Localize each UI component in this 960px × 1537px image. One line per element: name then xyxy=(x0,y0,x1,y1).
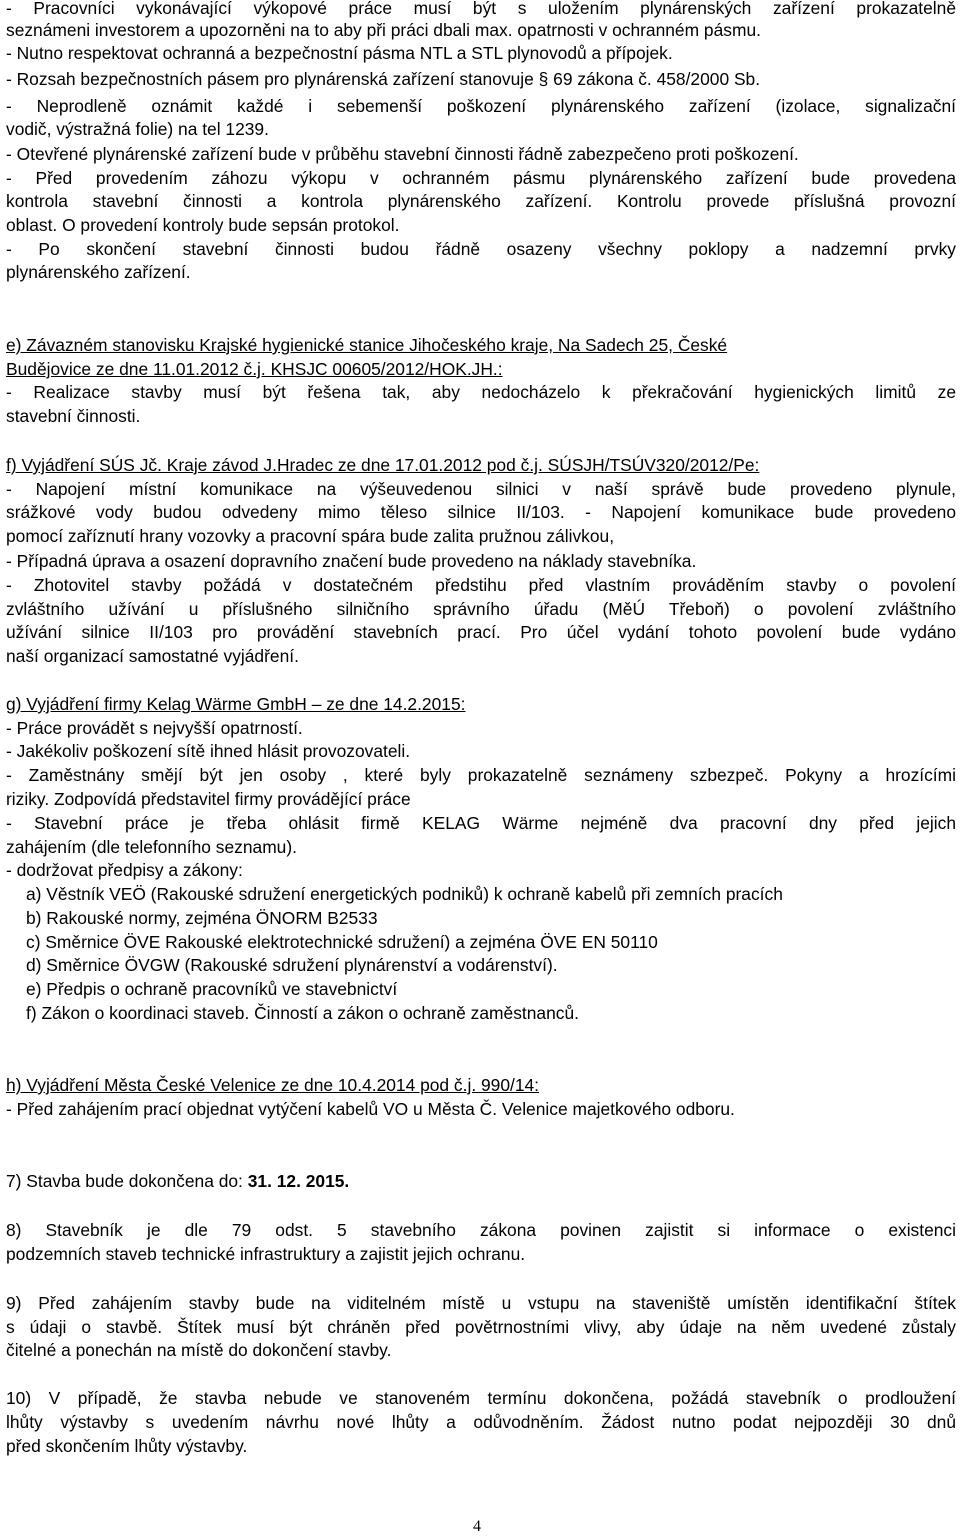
completion-date-label: 7) Stavba bude dokončena do: xyxy=(6,1171,248,1191)
list-item: b) Rakouské normy, zejména ÖNORM B2533 xyxy=(26,908,378,928)
paragraph-line: - Zaměstnány smějí být jen osoby , které byly prokazatelně seznámeny szbezpeč. Pokyny a hrozícími xyxy=(6,765,956,785)
paragraph-line: vodič, výstražná folie) na tel 1239. xyxy=(6,119,269,139)
paragraph-line: - Pracovníci vykonávající výkopové práce musí být s uložením plynárenských zařízení prokazatelně xyxy=(6,0,956,18)
paragraph-line: s údaji o stavbě. Štítek musí být chráněn před povětrnostními vlivy, aby údaje na něm uvedené zůstaly xyxy=(6,1317,956,1337)
section-heading: e) Závazném stanovisku Krajské hygienické stanice Jihočeského kraje, Na Sadech 25, České xyxy=(6,335,728,355)
paragraph-line: - Otevřené plynárenské zařízení bude v průběhu stavební činnosti řádně zabezpečeno proti poškození. xyxy=(6,144,799,164)
paragraph-line: zvláštního užívání u příslušného silničního správního úřadu (MěÚ Třeboň) o povolení zvláštního xyxy=(6,599,956,619)
paragraph-line: - Zhotovitel stavby požádá v dostatečném předstihu před vlastním prováděním stavby o povolení xyxy=(6,575,956,595)
paragraph-line: - Rozsah bezpečnostních pásem pro plynárenská zařízení stanovuje § 69 zákona č. 458/2000 Sb. xyxy=(6,69,761,89)
paragraph-line: - Práce provádět s nejvyšší opatrností. xyxy=(6,718,303,738)
page-number: 4 xyxy=(473,1518,481,1535)
list-item: c) Směrnice ÖVE Rakouské elektrotechnické sdružení) a zejména ÖVE EN 50110 xyxy=(26,932,658,952)
completion-date-line xyxy=(6,1173,349,1190)
paragraph-line: - Před provedením záhozu výkopu v ochranném pásmu plynárenského zařízení bude provedena xyxy=(6,168,956,188)
paragraph-line: stavební činnosti. xyxy=(6,406,141,426)
paragraph-line: 9) Před zahájením stavby bude na viditelném místě u vstupu na staveniště umístěn identifikační štítek xyxy=(6,1293,956,1313)
paragraph-line: - Po skončení stavební činnosti budou řádně osazeny všechny poklopy a nadzemní prvky xyxy=(6,239,956,259)
paragraph-line: před skončením lhůty výstavby. xyxy=(6,1436,248,1456)
section-heading: g) Vyjádření firmy Kelag Wärme GmbH – ze dne 14.2.2015: xyxy=(6,694,466,714)
paragraph-line: oblast. O provedení kontroly bude sepsán protokol. xyxy=(6,215,400,235)
paragraph-line: užívání silnice II/103 pro provádění stavebních prací. Pro účel vydání tohoto povolení bude vydáno xyxy=(6,622,956,642)
paragraph-line: - Stavební práce je třeba ohlásit firmě KELAG Wärme nejméně dva pracovní dny před jejich xyxy=(6,813,956,833)
paragraph-line: riziky. Zodpovídá představitel firmy provádějící práce xyxy=(6,789,411,809)
paragraph-line: - Nutno respektovat ochranná a bezpečnostní pásma NTL a STL plynovodů a přípojek. xyxy=(6,43,673,63)
paragraph-line: plynárenského zařízení. xyxy=(6,262,191,282)
paragraph-line: pomocí zaříznutí hrany vozovky a pracovní spára bude zalita pružnou zálivkou, xyxy=(6,526,615,546)
list-item: f) Zákon o koordinaci staveb. Činností a zákon o ochraně zaměstnanců. xyxy=(26,1003,579,1023)
paragraph-line: zahájením (dle telefonního seznamu). xyxy=(6,837,297,857)
paragraph-line: podzemních staveb technické infrastruktury a zajistit jejich ochranu. xyxy=(6,1244,526,1264)
paragraph-line: - Jakékoliv poškození sítě ihned hlásit provozovateli. xyxy=(6,741,411,761)
completion-date-value: 31. 12. 2015. xyxy=(247,1171,350,1191)
paragraph-line: - Napojení místní komunikace na výšeuvedenou silnici v naší správě bude provedeno plynule, xyxy=(6,479,956,499)
paragraph-line: - Případná úprava a osazení dopravního značení bude provedeno na náklady stavebníka. xyxy=(6,551,697,571)
paragraph-line: čitelné a ponechán na místě do dokončení stavby. xyxy=(6,1340,392,1360)
paragraph-line: kontrola stavební činnosti a kontrola plynárenského zařízení. Kontrolu provede příslušná provozní xyxy=(6,191,956,211)
paragraph-line: naší organizací samostatné vyjádření. xyxy=(6,646,299,666)
paragraph-line: srážkové vody budou odvedeny mimo těleso silnice II/103. - Napojení komunikace bude provedeno xyxy=(6,502,956,522)
paragraph-line: - Neprodleně oznámit každé i sebemenší poškození plynárenského zařízení (izolace, signalizační xyxy=(6,96,956,116)
paragraph-line: 10) V případě, že stavba nebude ve stanoveném termínu dokončena, požádá stavebník o prodloužení xyxy=(6,1388,956,1408)
paragraph-line: seznámeni investorem a upozorněni na to aby při práci dbali max. opatrnosti v ochranném pásmu. xyxy=(6,20,761,40)
section-heading: f) Vyjádření SÚS Jč. Kraje závod J.Hradec ze dne 17.01.2012 pod č.j. SÚSJH/TSÚV320/2012/Pe: xyxy=(6,455,760,475)
list-item: e) Předpis o ochraně pracovníků ve stavebnictví xyxy=(26,979,398,999)
paragraph-line: - Před zahájením prací objednat vytýčení kabelů VO u Města Č. Velenice majetkového odboru. xyxy=(6,1099,735,1119)
paragraph-line: - dodržovat předpisy a zákony: xyxy=(6,860,243,880)
paragraph-line: - Realizace stavby musí být řešena tak, aby nedocházelo k překračování hygienických limitů ze xyxy=(6,382,956,402)
section-heading: Budějovice ze dne 11.01.2012 č.j. KHSJC 00605/2012/HOK.JH.: xyxy=(6,359,503,379)
list-item: d) Směrnice ÖVGW (Rakouské sdružení plynárenství a vodárenství). xyxy=(26,955,558,975)
paragraph-line: 8) Stavebník je dle 79 odst. 5 stavebního zákona povinen zajistit si informace o existenci xyxy=(6,1220,956,1240)
section-heading: h) Vyjádření Města České Velenice ze dne 10.4.2014 pod č.j. 990/14: xyxy=(6,1075,540,1095)
list-item: a) Věstník VEÖ (Rakouské sdružení energetických podniků) k ochraně kabelů při zemních pracích xyxy=(26,884,783,904)
paragraph-line: lhůty výstavby s uvedením návrhu nové lhůty a odůvodněním. Žádost nutno podat nejpozději 30 dnů xyxy=(6,1412,956,1432)
